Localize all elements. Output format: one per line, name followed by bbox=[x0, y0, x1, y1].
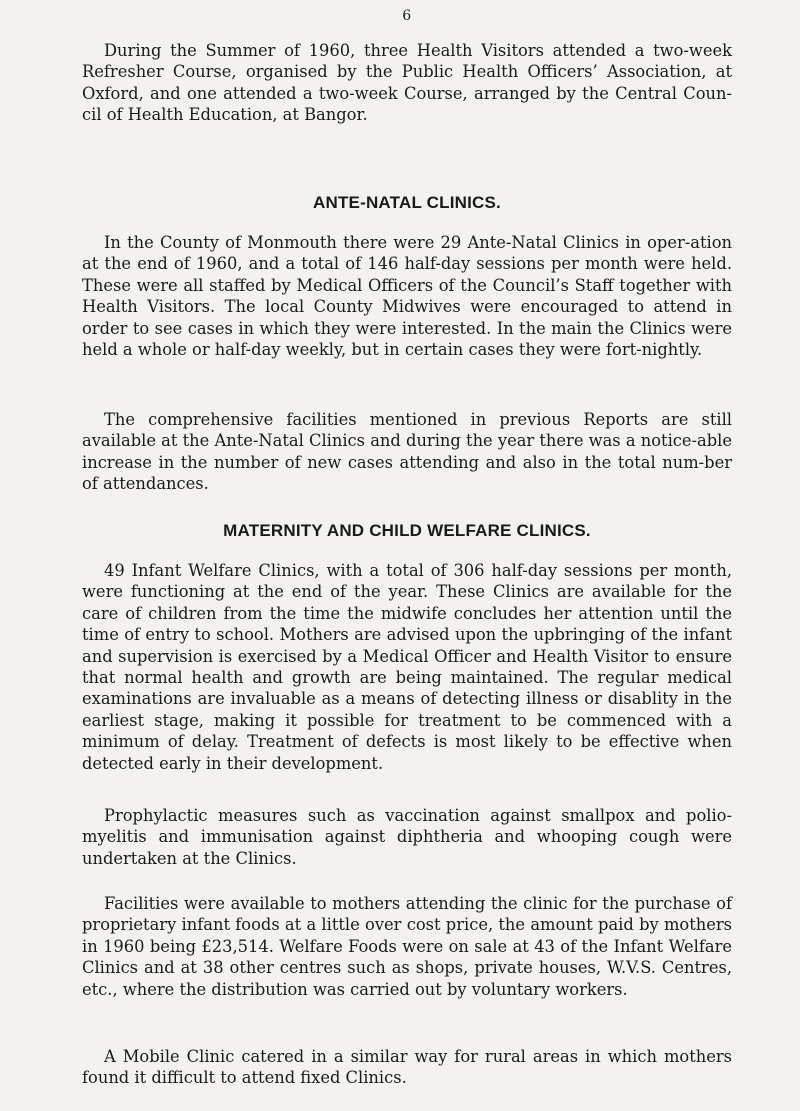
maternity-child-welfare-heading: MATERNITY AND CHILD WELFARE CLINICS. bbox=[223, 521, 591, 540]
welfare-paragraph-3: Facilities were available to mothers attending the clinic for the purchase of proprietary infant foods at a little over cost price, the amount paid by mothers in 1960 being £23,514. Welfare Foods were on sale at 43 of the Infant Welfare Clinics and at 38 other centres such as shops, private houses, W.V.S. Centres, etc., where the distribution was carried out by voluntary workers. bbox=[82, 894, 732, 999]
welfare-paragraph-4: A Mobile Clinic catered in a similar way for rural areas in which mothers found it difficult to attend fixed Clinics. bbox=[82, 1047, 732, 1088]
page-number: 6 bbox=[402, 8, 412, 24]
refresher-course-paragraph: During the Summer of 1960, three Health Visitors attended a two-week Refresher Course, organised by the Public Health Officers’ Association, at Oxford, and one attended a two-week Course, arranged by the Central Coun-cil of Health Education, at Bangor. bbox=[82, 41, 732, 125]
welfare-paragraph-2: Prophylactic measures such as vaccination against smallpox and polio-myelitis and immunisation against diphtheria and whooping cough were undertaken at the Clinics. bbox=[82, 806, 732, 868]
ante-natal-paragraph-1: In the County of Monmouth there were 29 Ante-Natal Clinics in oper-ation at the end of 1960, and a total of 146 half-day sessions per month were held. These were all staffed by Medical Officers of the Council’s Staff together with Health Visitors. The local County Midwives were encouraged to attend in order to see cases in which they were interested. In the main the Clinics were held a whole or half-day weekly, but in certain cases they were fort-nightly. bbox=[82, 233, 732, 360]
welfare-paragraph-1: 49 Infant Welfare Clinics, with a total of 306 half-day sessions per month, were functioning at the end of the year. These Clinics are available for the care of children from the time the midwife concludes her attention until the time of entry to school. Mothers are advised upon the upbringing of the infant and supervision is exercised by a Medical Officer and Health Visitor to ensure that normal health and growth are being maintained. The regular medical examinations are invaluable as a means of detecting illness or disablity in the earliest stage, making it possible for treatment to be commenced with a minimum of delay. Treatment of defects is most likely to be effective when detected early in their development. bbox=[82, 561, 732, 773]
ante-natal-paragraph-2: The comprehensive facilities mentioned in previous Reports are still available at the Ante-Natal Clinics and during the year there was a notice-able increase in the number of new cases attending and also in the total num-ber of attendances. bbox=[82, 410, 732, 494]
ante-natal-clinics-heading: ANTE-NATAL CLINICS. bbox=[313, 193, 501, 212]
